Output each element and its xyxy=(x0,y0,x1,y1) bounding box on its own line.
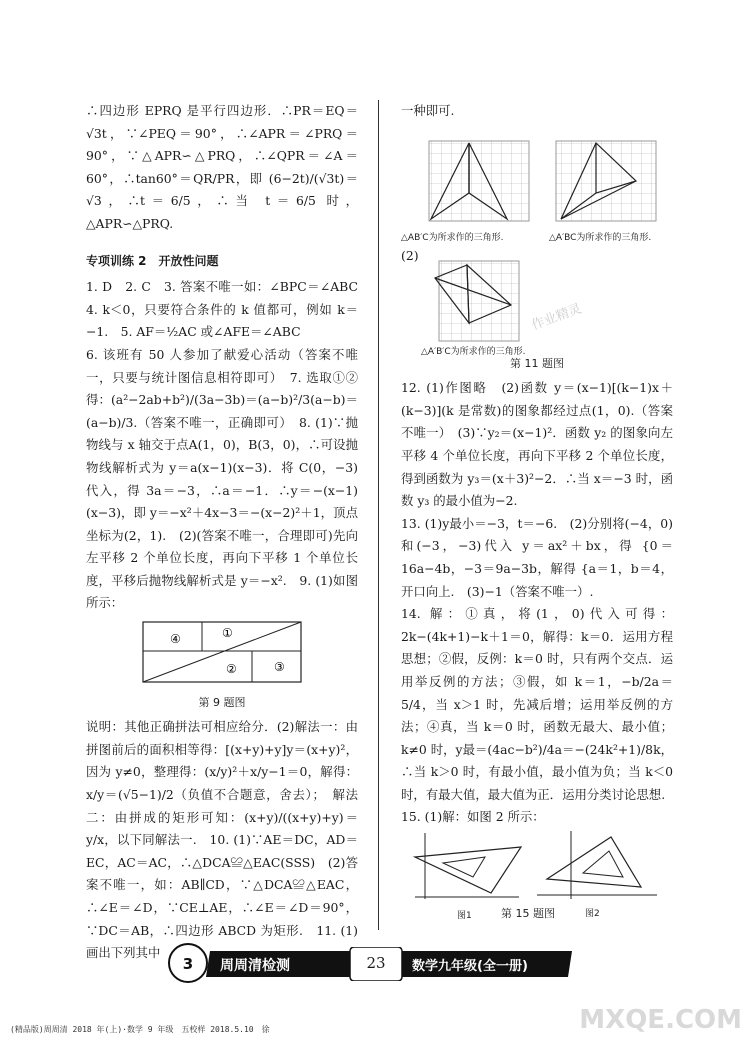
figure-15 xyxy=(401,829,673,921)
fig9-label-2: ② xyxy=(226,662,237,677)
right-paragraph-5: 15. (1)解：如图 2 所示： xyxy=(401,809,545,825)
figure-9-caption: 第 9 题图 xyxy=(198,695,246,709)
fig9-label-1: ① xyxy=(222,626,233,641)
figure-9-diagram xyxy=(142,621,302,683)
figure-9 xyxy=(86,621,358,714)
figure-11-part-2: (2) xyxy=(401,247,419,263)
left-paragraph-4: 说明：其他正确拼法可相应给分．(2)解法一：由拼图前后的面积相等得：[(x+y)+y]y＝(x+y)²，因为 y≠0，整理得：(x/y)²＋x/y−1＝0，解得：x/y＝(√5−1)/2（负值不合题意，舍去）； 解法二：由拼成的矩形可知：(x+y)/((x+y)+y)＝y/x，以下同解法一. 10. (1)∵AE＝DC，AD＝EC，AC＝AC，∴△DCA≌△EAC(SSS) (2)答案不唯一，如：AB∥CD，∵△DCA≌△EAC，∴∠E＝∠D，∵CE⊥AE，∴∠E＝∠D＝90°，∵DC＝AB，∴四边形 ABCD 为矩形. 11. (1)画出下列其中 xyxy=(86,719,358,961)
footer-brand: 周周清检测 xyxy=(220,958,290,974)
right-paragraph-1: 一种即可. xyxy=(401,103,455,118)
figure-15-caption: 第 15 题图 xyxy=(501,907,555,921)
left-column xyxy=(86,100,371,965)
figure-11-caption-b: △A′BC为所求作的三角形. xyxy=(549,232,652,243)
logo-mark: 3 xyxy=(168,943,208,983)
fig9-label-4: ④ xyxy=(170,632,181,647)
right-column xyxy=(401,100,673,921)
figure-15-sub-1: 图1 xyxy=(457,911,472,922)
right-paragraph-4: 14. 解：①真，将(1，0)代入可得：2k−(4k+1)−k＋1＝0，解得：k＝0．运用方程思想；②假，反例：k＝0 时，只有两个交点．运用举反例的方法；③假，如 k＝1，−b/2a＝5/4，当 x＞1 时，先减后增；运用举反例的方法；④真，当 k＝0 时，函数无最大、最小值；k≠0 时，y最＝(4ac−b²)/4a＝−(24k²+1)/8k，∴当 k＞0 时，有最小值，最小值为负；当 k＜0 时，有最大值，最大值为正．运用分类讨论思想. xyxy=(401,606,673,802)
section-title: 专项训练 2 开放性问题 xyxy=(86,253,219,268)
footer-bar xyxy=(180,947,575,981)
watermark: MXQE.COM xyxy=(579,1005,742,1035)
footer-book-title: 数学九年级(全一册) xyxy=(412,959,528,974)
figure-11-title: 第 11 题图 xyxy=(510,356,564,370)
figure-15-diagram xyxy=(401,829,673,909)
figure-11-caption-a: △AB′C为所求作的三角形. xyxy=(401,232,504,243)
figure-11-caption-c: △A′B′C为所求作的三角形. xyxy=(421,346,526,357)
right-paragraph-3: 13. (1)y最小＝−3，t＝−6. (2)分别将(−4，0)和(−3，−3)代入 y＝ax²＋bx，得 {0＝16a−4b，−3＝9a−3b，解得 {a＝1，b＝4，开口向上. (3)−1（答案不唯一）. xyxy=(401,515,673,599)
print-note: (精品版)周周清 2018 年(上)·数学 9 年级 五校样 2018.5.10 徐 xyxy=(10,1025,270,1034)
figure-15-sub-2: 图2 xyxy=(585,909,600,920)
left-paragraph-2: 1. D 2. C 3. 答案不唯一如：∠BPC＝∠ABC 4. k＜0，只要符合条件的 k 值都可，例如 k＝−1. 5. AF＝½AC 或∠AFE＝∠ABC xyxy=(86,279,371,340)
fig9-label-3: ③ xyxy=(274,660,285,675)
page-number: 23 xyxy=(366,954,386,972)
watermark-small: 作业精灵 xyxy=(529,301,584,334)
left-paragraph-3: 6. 该班有 50 人参加了献爱心活动（答案不唯一，只要与统计图信息相符即可） 7. 选取①②得：(a²−2ab+b²)/(3a−3b)＝(a−b)²/3(a−b)＝(a−b)/3.（答案不唯一，正确即可） 8. (1)∵抛物线与 x 轴交于点A(1，0)，B(3，0)，∴可设抛物线解析式为 y＝a(x−1)(x−3)．将 C(0，−3)代入，得 3a＝−3，∴a＝−1．∴y＝−(x−1)(x−3)，即 y＝−x²＋4x−3＝−(x−2)²＋1，顶点坐标为(2，1). (2)(答案不唯一，合理即可)先向左平移 2 个单位长度，再向下平移 1 个单位长度，平移后抛物线解析式是 y＝−x². 9. (1)如图所示： xyxy=(86,346,358,611)
left-paragraph-1: ∴四边形 EPRQ 是平行四边形．∴PR＝EQ＝√3t，∵∠PEQ＝90°，∴∠APR＝∠PRQ＝90°，∵△APR∽△PRQ，∴∠QPR＝∠A＝60°，∴tan60°＝QR/PR，即 (6−2t)/(√3t)＝√3，∴t＝6/5，∴当 t＝6/5 时，△APR∽△PRQ. xyxy=(86,103,358,231)
right-paragraph-2: 12. (1)作图略 (2)函数 y＝(x−1)[(k−1)x＋(k−3)](k 是常数)的图象都经过点(1，0).（答案不唯一） (3)∵y₂＝(x−1)²．函数 y₂ 的图象向左平移 4 个单位长度，再向下平移 2 个单位长度，得到函数为 y₃＝(x＋3)²−2．∴当 x＝−3 时，函数 y₃ 的最小值为−2. xyxy=(401,380,673,509)
column-divider xyxy=(378,100,379,930)
